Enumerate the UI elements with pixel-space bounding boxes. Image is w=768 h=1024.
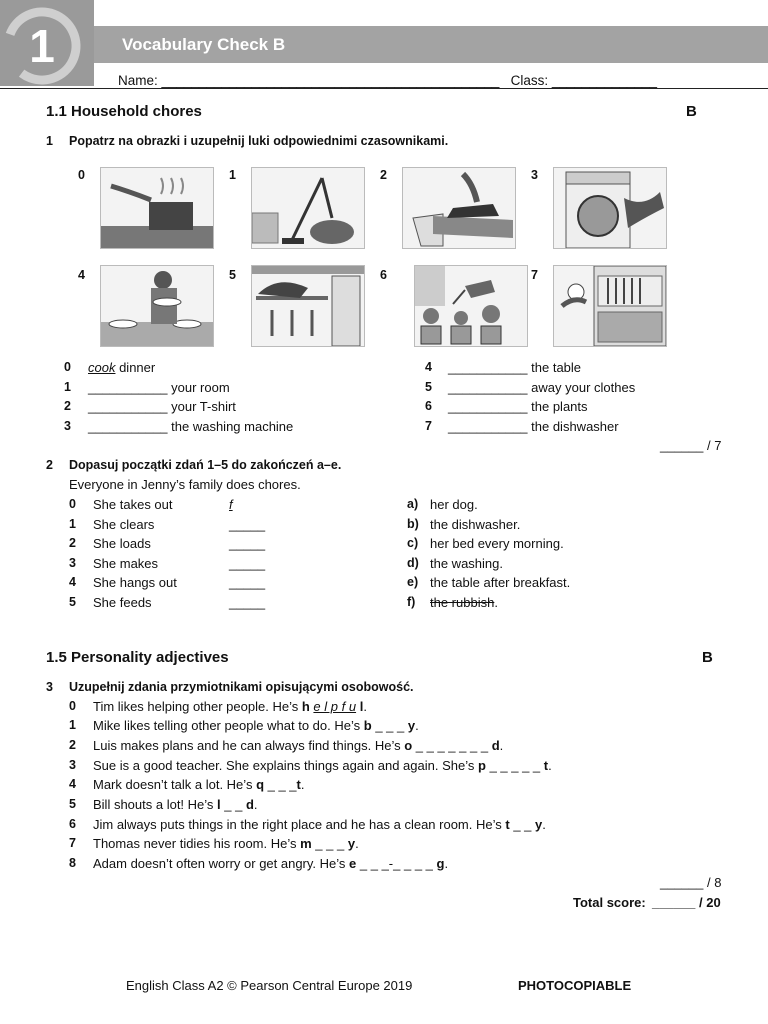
picture-number: 7 (531, 268, 538, 282)
start-text: She makes (93, 556, 159, 571)
item-rest: the washing machine (167, 419, 294, 434)
last-letter: g (436, 856, 445, 871)
start-text: She loads (93, 536, 151, 551)
unit-number: 1 (29, 20, 55, 72)
item-number: 1 (69, 718, 76, 732)
ending-letter: b) (407, 517, 419, 531)
picture-number: 3 (531, 168, 538, 182)
picture-number: 0 (78, 168, 85, 182)
letter-gaps[interactable]: _ _ _ _ _ _ _ (412, 738, 492, 753)
crossed-out-ending: the rubbish (430, 595, 495, 610)
exercise-number: 1 (46, 134, 53, 148)
ending-letter: f) (407, 595, 416, 609)
start-text: She takes out (93, 497, 173, 512)
letter-gaps[interactable]: _ _ _ (311, 836, 348, 851)
ending-letter: a) (407, 497, 419, 511)
start-number: 4 (69, 575, 76, 589)
section-title-household-chores: 1.1 Household chores (46, 103, 202, 120)
item-text[interactable] (448, 360, 581, 375)
sentence-text: Sue is a good teacher. She explains things again and again. She’s (93, 758, 478, 773)
first-letter: l (217, 797, 221, 812)
dishwasher-picture (553, 265, 667, 347)
answer-blank[interactable]: ___________ (88, 419, 168, 434)
item-number: 3 (64, 419, 71, 433)
sentence-text: Jim always puts things in the right place and he has a clean room. He’s (93, 817, 506, 832)
laying-table-picture (100, 265, 214, 347)
gap-sentence[interactable] (93, 836, 359, 851)
item-number: 6 (425, 399, 432, 413)
last-letter: d (491, 738, 500, 753)
answer-blank[interactable]: ___________ (88, 399, 168, 414)
item-number: 8 (69, 856, 76, 870)
sentence-text: Thomas never tidies his room. He’s (93, 836, 301, 851)
answer-blank[interactable]: ___________ (448, 360, 528, 375)
ironing-picture (402, 167, 516, 249)
ending-letter: e) (407, 575, 419, 589)
worksheet-title: Vocabulary Check B (122, 35, 286, 54)
section-title-personality-adjectives: 1.5 Personality adjectives (46, 649, 229, 666)
answer-blank[interactable]: _____ (229, 595, 266, 610)
footer-photocopiable: PHOTOCOPIABLE (518, 978, 632, 993)
sentence-text: Mark doesn’t talk a lot. He’s (93, 777, 257, 792)
item-number: 4 (425, 360, 432, 374)
putting-away-clothes-picture (251, 265, 365, 347)
sentence-text: Bill shouts a lot! He’s (93, 797, 218, 812)
header-bar (94, 26, 768, 63)
exercise-instruction: Popatrz na obrazki i uzupełnij luki odpowiednimi czasownikami. (69, 134, 449, 148)
picture-number: 2 (380, 168, 387, 182)
picture-number: 1 (229, 168, 236, 182)
gap-sentence[interactable] (93, 797, 258, 812)
ending-text: the dishwasher. (430, 517, 521, 532)
example-sentence (93, 699, 367, 714)
first-letter: e (349, 856, 357, 871)
first-letter: h (301, 699, 310, 714)
item-rest: the dishwasher (527, 419, 619, 434)
example-answer: f (229, 497, 233, 512)
total-score-label: Total score: (573, 895, 646, 910)
first-letter: m (300, 836, 312, 851)
header-divider (0, 88, 768, 89)
answer-blank[interactable]: _____ (229, 536, 266, 551)
start-number: 0 (69, 497, 76, 511)
item-number: 0 (69, 699, 76, 713)
letter-gaps[interactable]: _ _ _ (371, 718, 408, 733)
sentence-end: . (542, 817, 546, 832)
first-letter: q (256, 777, 265, 792)
picture-number: 6 (380, 268, 387, 282)
last-letter: y (407, 718, 416, 733)
gap-sentence[interactable] (93, 758, 552, 773)
sentence-end: . (355, 836, 359, 851)
name-class-line[interactable]: Name: _____________________________________________ Class: ______________ (118, 73, 657, 88)
item-rest: the plants (527, 399, 588, 414)
total-score-value[interactable]: ______ / 20 (652, 895, 721, 910)
sentence-end: . (253, 797, 258, 812)
gap-sentence[interactable] (93, 856, 448, 871)
item-text[interactable] (88, 380, 230, 395)
last-letter: y (535, 817, 543, 832)
section-version: B (702, 649, 713, 666)
exercise1-score[interactable]: ______ / 7 (660, 438, 722, 453)
sentence-end: . (415, 718, 419, 733)
letter-gaps[interactable]: _ _ _-_ _ _ _ (356, 856, 437, 871)
last-letter: l (359, 699, 364, 714)
item-number: 4 (69, 777, 76, 791)
washing-machine-picture (553, 167, 667, 249)
exercise-instruction: Dopasuj początki zdań 1–5 do zakończeń a–e. (69, 458, 342, 472)
item-number: 2 (64, 399, 71, 413)
letter-gaps[interactable]: _ _ (509, 817, 536, 832)
item-number: 6 (69, 817, 76, 831)
footer-copyright: English Class A2 © Pearson Central Europe 2019 (126, 978, 413, 993)
item-number: 2 (69, 738, 76, 752)
cooking-picture (100, 167, 214, 249)
sentence-end: . (444, 856, 449, 871)
last-letter: y (347, 836, 356, 851)
ending-text: the table after breakfast. (430, 575, 571, 590)
exercise-number: 3 (46, 680, 53, 694)
item-rest: your T-shirt (167, 399, 236, 414)
item-number: 5 (425, 380, 432, 394)
unit-number-icon (0, 0, 94, 86)
item-rest: dinner (115, 360, 156, 375)
picture-number: 5 (229, 268, 236, 282)
gap-sentence[interactable] (93, 718, 419, 733)
first-letter: t (505, 817, 510, 832)
ending-text: the washing. (430, 556, 503, 571)
item-text[interactable] (88, 399, 236, 414)
exercise-intro: Everyone in Jenny’s family does chores. (69, 477, 301, 492)
item-number: 5 (69, 797, 76, 811)
item-number: 0 (64, 360, 71, 374)
exercise-number: 2 (46, 458, 53, 472)
answer-blank[interactable]: ___________ (88, 380, 168, 395)
last-letter: t (543, 758, 549, 773)
start-text: She clears (93, 517, 155, 532)
gap-sentence[interactable] (93, 738, 503, 753)
item-text[interactable] (448, 419, 619, 434)
answer-blank[interactable]: ___________ (448, 419, 528, 434)
ending-letter: d) (407, 556, 419, 570)
example-answer: e l p f u (313, 699, 357, 714)
watering-plants-picture (414, 265, 528, 347)
letter-gaps[interactable]: _ _ _ (264, 777, 297, 792)
sentence-text: Tim likes helping other people. He’s (93, 699, 302, 714)
sentence-text: Adam doesn’t often worry or get angry. He’s (93, 856, 350, 871)
picture-number: 4 (78, 268, 85, 282)
start-text: She hangs out (93, 575, 177, 590)
start-number: 1 (69, 517, 76, 531)
ending-text: her bed every morning. (430, 536, 564, 551)
ending-text (430, 595, 498, 610)
sentence-end: . (499, 738, 504, 753)
first-letter: o (404, 738, 413, 753)
sentence-text: Mike likes telling other people what to do. He’s (93, 718, 364, 733)
sentence-end: . (363, 699, 367, 714)
start-text: She feeds (93, 595, 152, 610)
item-text[interactable] (448, 380, 635, 395)
last-letter: t (296, 777, 301, 792)
first-letter: p (478, 758, 486, 773)
letter-gaps[interactable]: _ _ (220, 797, 246, 812)
sentence-end: . (300, 777, 305, 792)
unit-badge (0, 0, 94, 86)
example-answer: cook (88, 360, 116, 375)
answer-blank[interactable]: _____ (229, 517, 266, 532)
ending-letter: c) (407, 536, 419, 550)
item-rest: away your clothes (527, 380, 636, 395)
ending-text: her dog. (430, 497, 478, 512)
item-number: 7 (69, 836, 76, 850)
item-rest: the table (527, 360, 582, 375)
section-version: B (686, 103, 697, 120)
sentence-end: . (548, 758, 552, 773)
answer-blank[interactable]: ___________ (448, 380, 528, 395)
item-number: 3 (69, 758, 76, 772)
vacuuming-picture (251, 167, 365, 249)
item-text (88, 360, 155, 375)
item-number: 1 (64, 380, 71, 394)
gap-sentence[interactable] (93, 777, 305, 792)
last-letter: d (245, 797, 254, 812)
start-number: 2 (69, 536, 76, 550)
item-number: 7 (425, 419, 432, 433)
item-rest: your room (167, 380, 230, 395)
answer-blank[interactable]: ___________ (448, 399, 528, 414)
gap-sentence[interactable] (93, 817, 546, 832)
start-number: 5 (69, 595, 76, 609)
start-number: 3 (69, 556, 76, 570)
exercise3-score[interactable]: ______ / 8 (660, 875, 722, 890)
exercise-instruction: Uzupełnij zdania przymiotnikami opisującymi osobowość. (69, 680, 414, 694)
sentence-text: Luis makes plans and he can always find things. He’s (93, 738, 405, 753)
item-text[interactable] (88, 419, 293, 434)
first-letter: b (363, 718, 372, 733)
item-text[interactable] (448, 399, 588, 414)
answer-blank[interactable]: _____ (229, 556, 266, 571)
ending-suffix: . (494, 595, 498, 610)
letter-gaps[interactable]: _ _ _ _ _ (485, 758, 544, 773)
answer-blank[interactable]: _____ (229, 575, 266, 590)
